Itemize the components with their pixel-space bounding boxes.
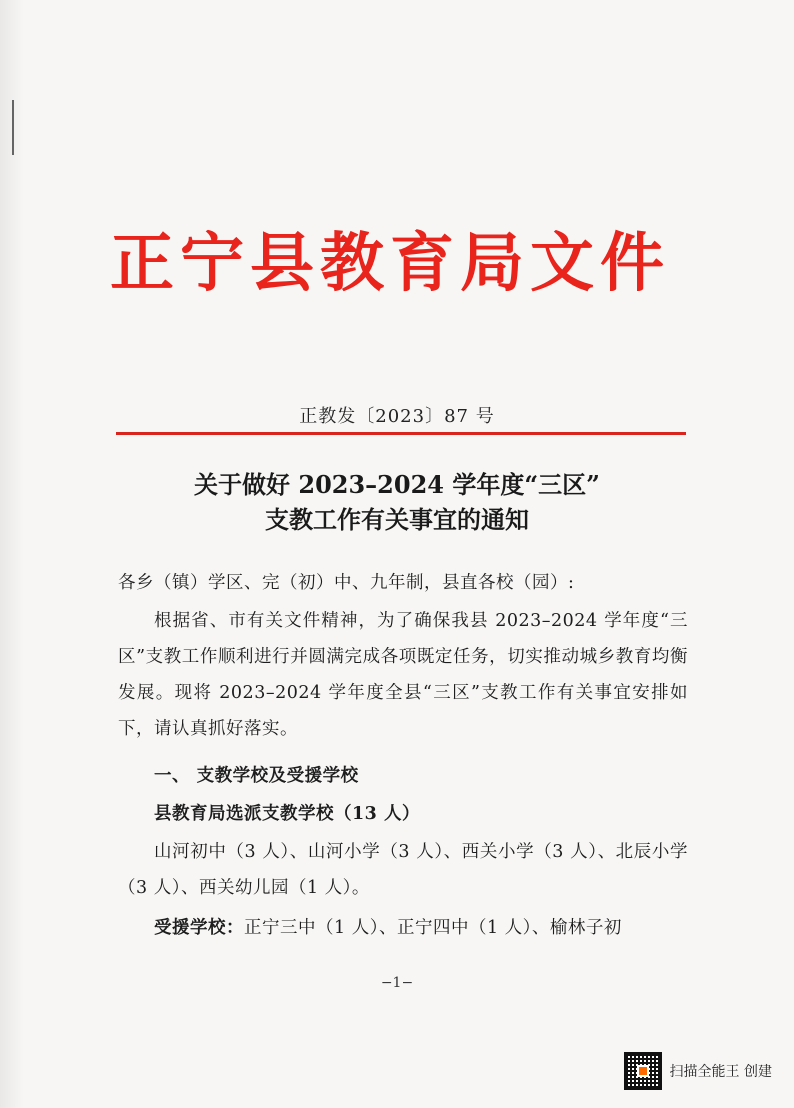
- body-paragraph-2: 山河初中（3 人）、山河小学（3 人）、西关小学（3 人）、北辰小学（3 人）、西关幼儿园（1 人）。: [118, 842, 688, 898]
- paragraph-3-lead: 受援学校：: [154, 918, 244, 938]
- issuer-title: 正宁县教育局文件: [110, 226, 670, 301]
- watermark-text: 扫描全能王 创建: [669, 1064, 772, 1080]
- notice-title-line-1: 关于做好 2023–2024 学年度“三区”: [194, 470, 600, 499]
- body-paragraph-1: 根据省、市有关文件精神，为了确保我县 2023–2024 学年度“三区”支教工作顺利进行并圆满完成各项既定任务，切实推动城乡教育均衡发展。现将 2023–2024 学年度全县“三区”支教工作有关事宜安排如下，请认真抓好落实。: [118, 611, 688, 739]
- paragraph-3-text: 正宁三中（1 人）、正宁四中（1 人）、榆林子初: [244, 918, 622, 938]
- red-divider: [116, 432, 686, 435]
- scan-mark: [12, 100, 14, 155]
- notice-title-line-2: 支教工作有关事宜的通知: [265, 505, 529, 534]
- page-number: −1−: [380, 975, 414, 991]
- scan-shadow: [0, 0, 24, 1108]
- subsection-heading-1: 县教育局选派支教学校（13 人）: [154, 804, 420, 824]
- scanner-watermark: [624, 1052, 772, 1090]
- salutation: 各乡（镇）学区、完（初）中、九年制，县直各校（园）:: [118, 573, 575, 593]
- section-heading-1: 一、 支教学校及受援学校: [154, 766, 359, 786]
- document-number: 正教发〔2023〕87 号: [299, 406, 495, 427]
- qr-code-icon: [624, 1052, 662, 1090]
- body-paragraph-3: [118, 910, 688, 946]
